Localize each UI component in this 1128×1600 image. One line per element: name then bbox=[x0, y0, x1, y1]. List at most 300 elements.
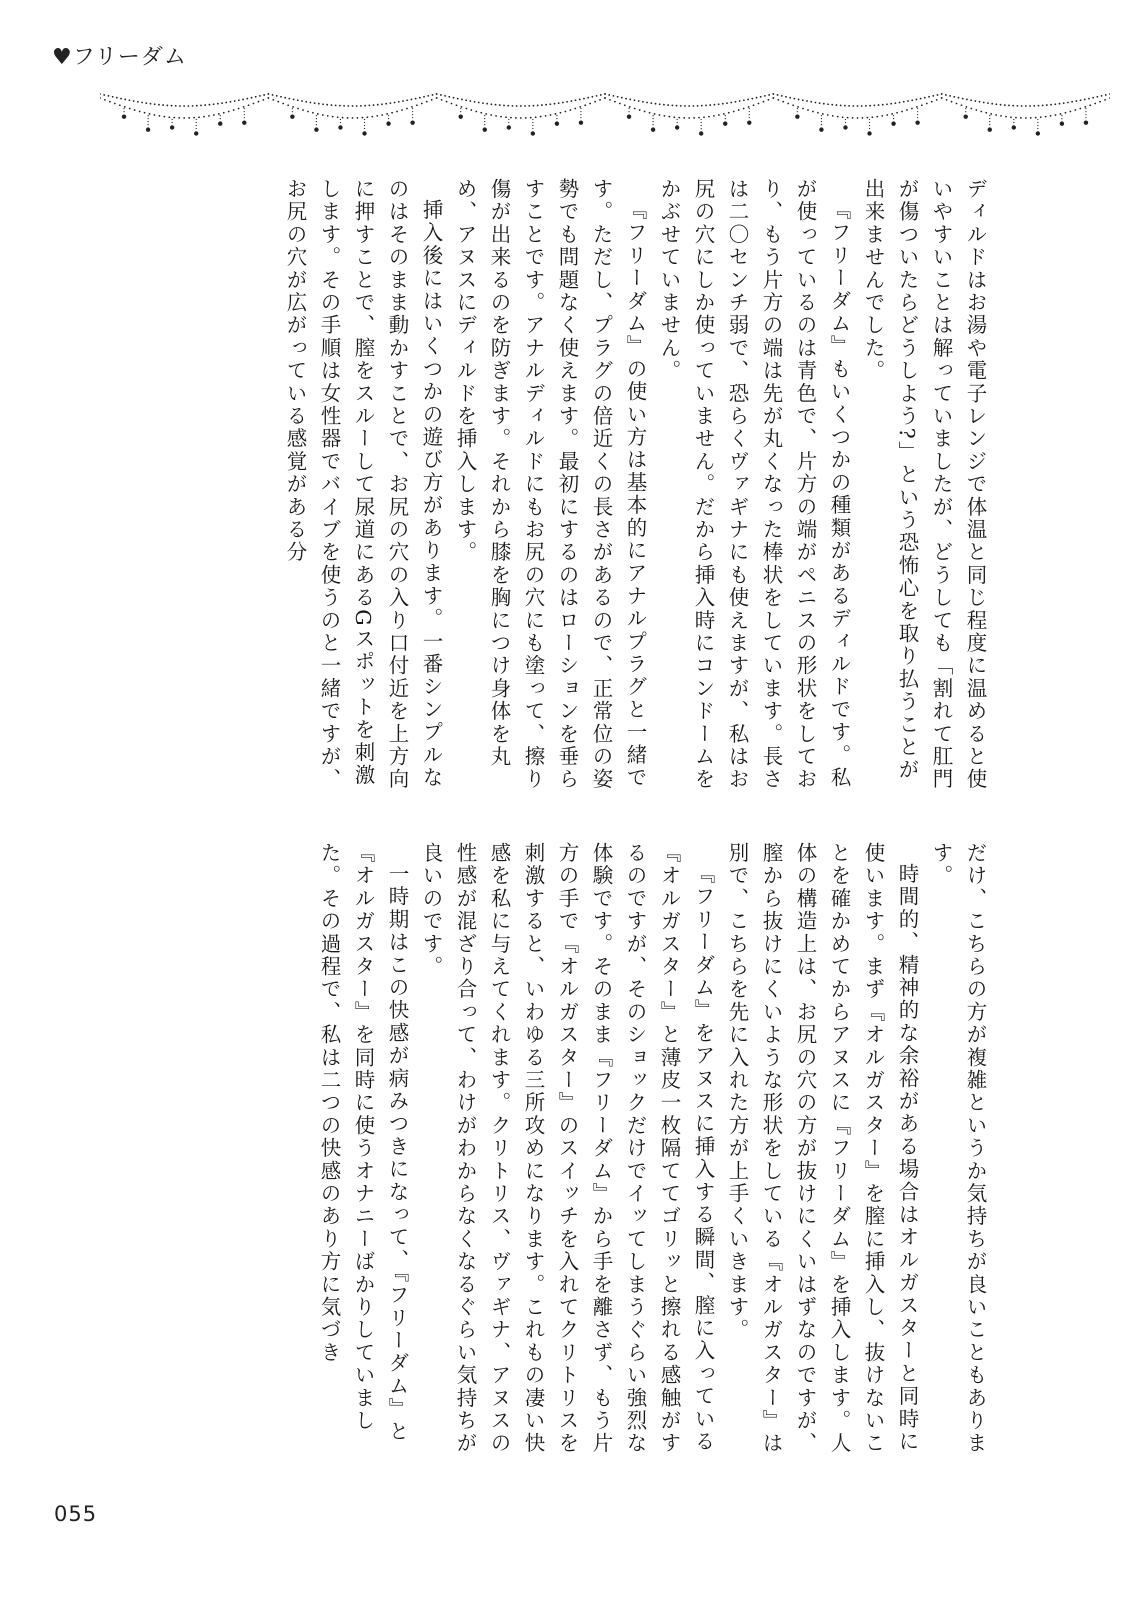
garland-dot bbox=[556, 118, 557, 119]
garland-dot bbox=[532, 119, 533, 120]
garland-dot bbox=[1012, 125, 1016, 129]
garland-dot bbox=[352, 117, 354, 119]
garland-dot bbox=[639, 109, 641, 111]
garland-dot bbox=[554, 103, 556, 105]
garland-dot bbox=[869, 122, 870, 123]
garland-dot bbox=[1061, 118, 1062, 119]
garland-dot bbox=[733, 111, 735, 113]
garland-dot bbox=[1013, 119, 1014, 120]
garland-dot bbox=[141, 102, 143, 104]
garland-dot bbox=[340, 122, 341, 123]
garland-dot bbox=[444, 95, 446, 97]
garland-dot bbox=[1060, 113, 1062, 115]
garland-dot bbox=[772, 93, 774, 95]
garland-dot bbox=[251, 97, 253, 99]
garland-dot bbox=[1037, 128, 1038, 129]
garland-dot bbox=[532, 125, 533, 126]
garland-dot bbox=[1104, 99, 1106, 101]
garland-dot bbox=[652, 118, 653, 119]
garland-dot bbox=[178, 117, 180, 119]
garland-dot bbox=[340, 119, 341, 120]
garland-dot bbox=[173, 117, 175, 119]
garland-dot bbox=[347, 105, 349, 107]
garland-dot bbox=[376, 115, 378, 117]
garland-dot bbox=[474, 101, 476, 103]
garland-dot bbox=[459, 114, 463, 118]
garland-dot bbox=[1000, 115, 1002, 117]
garland-dot bbox=[991, 103, 993, 105]
garland-dot bbox=[1080, 99, 1082, 101]
garland-dot bbox=[168, 116, 170, 118]
garland-dot bbox=[500, 116, 502, 118]
garland-dot bbox=[244, 117, 245, 118]
garland-dot bbox=[154, 114, 156, 116]
garland-dot bbox=[797, 108, 798, 109]
garland-dot bbox=[411, 99, 413, 101]
garland-dot bbox=[664, 115, 666, 117]
garland-dot bbox=[587, 97, 589, 99]
garland-dot bbox=[220, 115, 221, 116]
garland-dot bbox=[949, 95, 951, 97]
garland-dot bbox=[484, 118, 485, 119]
garland-dot bbox=[792, 104, 794, 106]
garland-dot bbox=[1000, 104, 1002, 106]
garland-dot bbox=[988, 127, 992, 131]
garland-dot bbox=[243, 106, 245, 108]
garland-dot bbox=[314, 127, 318, 131]
garland-dot bbox=[1030, 117, 1032, 119]
garland-dot bbox=[196, 105, 198, 107]
garland-dot bbox=[149, 113, 151, 115]
garland-dot bbox=[599, 99, 601, 101]
garland-dot bbox=[958, 97, 960, 99]
paragraph: 『フリーダム』もいくつかの種類があるディルドです。私が使っているのは青色で、片方の端がペニスの形状をしており、もう片方の端は先が丸くなった棒状をしています。長さは二〇センチ弱で、恐らくヴァギナにも使えますが、私はお尻の穴にしか使っていません。だから挿入時にコンドームをかぶせていません。 bbox=[657, 178, 851, 791]
garland-dot bbox=[457, 98, 459, 100]
garland-dot bbox=[911, 108, 913, 110]
garland-dot bbox=[1084, 99, 1086, 101]
garland-dot bbox=[613, 95, 615, 97]
garland-dot bbox=[819, 127, 823, 131]
garland-dot bbox=[753, 104, 755, 106]
garland-dot bbox=[326, 104, 328, 106]
garland-dot bbox=[507, 105, 509, 107]
paragraph: 『フリーダム』をアヌスに挿入する瞬間、膣に入っている『オルガスター』と薄皮一枚隔ててゴリッと擦れる感触がするのですが、そのショックだけでイッてしまうぐらい強烈な体験です。そのまま『フリーダム』から手を離さず、もう片方の手で『オルガスター』のスイッチを入れてクリトリスを刺激すると、いわゆる三所攻めになります。これもの凄い快感を私に与えてくれます。クリトリス、ヴァギナ、アヌスの性感が混ざり合って、わけがわからなくなるぐらい気持ちが良いのです。 bbox=[419, 842, 715, 1455]
garland-dot bbox=[709, 104, 711, 106]
garland-dot bbox=[857, 105, 859, 107]
garland-dot bbox=[233, 109, 235, 111]
garland-dot bbox=[532, 128, 533, 129]
garland-dot bbox=[421, 103, 423, 105]
garland-dot bbox=[926, 103, 928, 105]
garland-dot bbox=[793, 98, 795, 100]
garland-dot bbox=[966, 99, 968, 101]
garland-dot bbox=[172, 119, 173, 120]
garland-dot bbox=[1101, 95, 1103, 97]
garland-dot bbox=[920, 98, 922, 100]
garland-dot bbox=[979, 101, 981, 103]
garland-dot bbox=[267, 93, 269, 95]
garland-dot bbox=[1092, 97, 1094, 99]
paragraph: ディルドはお湯や電子レンジで体温と同じ程度に温めると使いやすいことは解っていましたが、どうしても「割れて肛門が傷ついたらどうしよう?」という恐怖心を取り払うことが出来ませんでした。 bbox=[861, 178, 987, 791]
garland-dot bbox=[1029, 105, 1031, 107]
garland-dot bbox=[822, 113, 824, 115]
garland-dot bbox=[617, 96, 619, 98]
garland-dot bbox=[228, 111, 230, 113]
garland-dot bbox=[652, 121, 653, 122]
garland-dot bbox=[995, 103, 997, 105]
garland-dot bbox=[525, 117, 527, 119]
garland-dot bbox=[290, 114, 294, 118]
garland-dot bbox=[743, 108, 745, 110]
garland-dot bbox=[1109, 97, 1110, 99]
garland-dot bbox=[580, 117, 581, 118]
garland-dot bbox=[785, 96, 787, 98]
garland-dot bbox=[134, 109, 136, 111]
garland-dot bbox=[1035, 117, 1037, 119]
garland-dot bbox=[823, 103, 825, 105]
garland-dot bbox=[699, 131, 703, 135]
garland-dot bbox=[638, 100, 640, 102]
garland-dot bbox=[537, 105, 539, 107]
garland-dot bbox=[244, 111, 245, 112]
garland-dot bbox=[451, 103, 453, 105]
garland-dot bbox=[453, 97, 455, 99]
garland-dot bbox=[848, 105, 850, 107]
garland-dot bbox=[1060, 121, 1064, 125]
garland-dot bbox=[596, 95, 598, 97]
chapter-title: フリーダム bbox=[72, 45, 187, 70]
garland-dot bbox=[837, 116, 839, 118]
garland-dot bbox=[478, 102, 480, 104]
garland-dot bbox=[1085, 117, 1086, 118]
garland-dot bbox=[896, 112, 898, 114]
garland-dot bbox=[862, 117, 864, 119]
garland-dot bbox=[314, 102, 316, 104]
garland-dot bbox=[147, 118, 148, 119]
garland-dot bbox=[484, 121, 485, 122]
garland-dot bbox=[194, 131, 198, 135]
garland-dot bbox=[1038, 105, 1040, 107]
garland-dot bbox=[625, 98, 627, 100]
garland-dot bbox=[238, 99, 240, 101]
garland-dot bbox=[1065, 112, 1067, 114]
garland-dot bbox=[975, 109, 977, 111]
garland-dot bbox=[317, 113, 319, 115]
garland-dot bbox=[188, 117, 190, 119]
garland-dot bbox=[1055, 114, 1057, 116]
garland-dot bbox=[894, 102, 896, 104]
garland-dot bbox=[1069, 111, 1071, 113]
upper-text-block bbox=[112, 178, 992, 798]
garland-dot bbox=[1042, 105, 1044, 107]
garland-dot bbox=[869, 128, 870, 129]
garland-dot bbox=[484, 124, 485, 125]
garland-dot bbox=[580, 111, 581, 112]
garland-dot bbox=[482, 102, 484, 104]
garland-dot bbox=[147, 121, 148, 122]
garland-dot bbox=[646, 102, 648, 104]
garland-dot bbox=[183, 105, 185, 107]
garland-dot bbox=[962, 98, 964, 100]
garland-dot bbox=[192, 105, 194, 107]
garland-dot bbox=[364, 122, 365, 123]
garland-dot bbox=[928, 96, 930, 98]
garland-dot bbox=[1085, 108, 1086, 109]
garland-dot bbox=[693, 117, 695, 119]
paragraph: だけ、こちらの方が複雑というか気持ちが良いこともあります。 bbox=[929, 842, 987, 1455]
garland-dot bbox=[821, 118, 822, 119]
garland-dot bbox=[515, 117, 517, 119]
garland-dot bbox=[649, 112, 651, 114]
garland-dot bbox=[516, 105, 518, 107]
garland-dot bbox=[234, 100, 236, 102]
garland-dot bbox=[1037, 125, 1038, 126]
garland-dot bbox=[431, 99, 433, 101]
garland-dot bbox=[1008, 105, 1010, 107]
garland-dot bbox=[162, 104, 164, 106]
garland-dot bbox=[436, 97, 438, 99]
garland-dot bbox=[782, 101, 784, 103]
garland-dot bbox=[432, 94, 434, 96]
garland-dot bbox=[426, 101, 428, 103]
garland-dot bbox=[1045, 116, 1047, 118]
garland-dot bbox=[749, 114, 750, 115]
garland-dot bbox=[764, 95, 766, 97]
garland-dot bbox=[560, 112, 562, 114]
garland-dot bbox=[627, 114, 631, 118]
garland-dot bbox=[483, 127, 487, 131]
garland-dot bbox=[549, 103, 551, 105]
garland-dot bbox=[1084, 120, 1088, 124]
garland-dot bbox=[1074, 109, 1076, 111]
garland-dot bbox=[556, 115, 557, 116]
garland-dot bbox=[738, 109, 740, 111]
garland-dot bbox=[133, 100, 135, 102]
garland-dot bbox=[970, 99, 972, 101]
garland-dot bbox=[990, 113, 992, 115]
garland-dot bbox=[844, 105, 846, 107]
garland-dot bbox=[530, 117, 532, 119]
garland-dot bbox=[508, 122, 509, 123]
garland-dot bbox=[650, 102, 652, 104]
garland-dot bbox=[871, 116, 873, 118]
garland-dot bbox=[316, 124, 317, 125]
garland-dot bbox=[154, 103, 156, 105]
garland-dot bbox=[817, 112, 819, 114]
garland-dot bbox=[1109, 93, 1110, 95]
garland-dot bbox=[316, 118, 317, 119]
garland-dot bbox=[119, 104, 121, 106]
garland-dot bbox=[893, 115, 894, 116]
garland-dot bbox=[144, 112, 146, 114]
garland-dot bbox=[322, 114, 324, 116]
garland-dot bbox=[147, 115, 148, 116]
garland-dot bbox=[389, 102, 391, 104]
garland-dot bbox=[873, 105, 875, 107]
garland-dot bbox=[652, 115, 653, 116]
garland-dot bbox=[123, 111, 124, 112]
garland-dot bbox=[579, 106, 581, 108]
garland-dot bbox=[172, 122, 173, 123]
garland-dot bbox=[945, 94, 947, 96]
garland-dot bbox=[697, 105, 699, 107]
garland-dot bbox=[842, 116, 844, 118]
garland-dot bbox=[688, 117, 690, 119]
garland-dot bbox=[356, 105, 358, 107]
garland-dot bbox=[505, 116, 507, 118]
garland-dot bbox=[659, 103, 661, 105]
garland-dot bbox=[570, 100, 572, 102]
garland-dot bbox=[116, 97, 118, 99]
garland-dot bbox=[903, 101, 905, 103]
garland-dot bbox=[461, 99, 463, 101]
garland-dot bbox=[213, 103, 215, 105]
garland-dot bbox=[936, 99, 938, 101]
garland-dot bbox=[108, 95, 110, 97]
garland-dot bbox=[555, 121, 559, 125]
garland-dot bbox=[1037, 119, 1038, 120]
garland-dot bbox=[398, 101, 400, 103]
garland-dot bbox=[198, 116, 200, 118]
garland-dot bbox=[555, 113, 557, 115]
garland-dot bbox=[683, 117, 685, 119]
garland-dot bbox=[267, 97, 269, 99]
garland-dot bbox=[580, 108, 581, 109]
garland-dot bbox=[411, 106, 413, 108]
garland-dot bbox=[886, 103, 888, 105]
garland-dot bbox=[718, 114, 720, 116]
garland-dot bbox=[924, 97, 926, 99]
garland-dot bbox=[1054, 103, 1056, 105]
garland-dot bbox=[876, 116, 878, 118]
garland-dot bbox=[531, 131, 535, 135]
garland-dot bbox=[1079, 108, 1081, 110]
garland-dot bbox=[147, 124, 148, 125]
garland-dot bbox=[831, 104, 833, 106]
garland-dot bbox=[364, 125, 365, 126]
garland-dot bbox=[751, 98, 753, 100]
garland-dot bbox=[332, 116, 334, 118]
garland-dot bbox=[810, 101, 812, 103]
garland-dot bbox=[465, 108, 467, 110]
garland-dot bbox=[123, 108, 124, 109]
garland-dot bbox=[747, 99, 749, 101]
garland-dot bbox=[100, 97, 101, 99]
garland-dot bbox=[655, 103, 657, 105]
garland-dot bbox=[1033, 105, 1035, 107]
garland-dot bbox=[124, 106, 126, 108]
garland-dot bbox=[381, 103, 383, 105]
garland-dot bbox=[301, 100, 303, 102]
garland-dot bbox=[244, 114, 245, 115]
garland-dot bbox=[1094, 103, 1096, 105]
garland-dot bbox=[953, 96, 955, 98]
garland-dot bbox=[495, 115, 497, 117]
garland-dot bbox=[869, 119, 870, 120]
garland-dot bbox=[292, 108, 293, 109]
garland-dot bbox=[723, 121, 727, 125]
garland-dot bbox=[899, 102, 901, 104]
garland-dot bbox=[120, 98, 122, 100]
garland-dot bbox=[238, 108, 240, 110]
garland-dot bbox=[292, 106, 294, 108]
garland-dot bbox=[821, 121, 822, 122]
garland-dot bbox=[248, 104, 250, 106]
garland-dot bbox=[485, 113, 487, 115]
garland-dot bbox=[342, 117, 344, 119]
garland-dot bbox=[917, 111, 918, 112]
garland-dot bbox=[114, 103, 116, 105]
garland-dot bbox=[966, 106, 968, 108]
garland-dot bbox=[634, 99, 636, 101]
garland-dot bbox=[1025, 117, 1027, 119]
garland-dot bbox=[419, 97, 421, 99]
garland-dot bbox=[723, 113, 725, 115]
garland-dot bbox=[343, 105, 345, 107]
garland-dot bbox=[760, 96, 762, 98]
garland-dot bbox=[146, 127, 150, 131]
garland-dot bbox=[797, 106, 799, 108]
garland-dot bbox=[807, 109, 809, 111]
garland-dot bbox=[244, 108, 245, 109]
garland-dot bbox=[357, 117, 359, 119]
garland-dot bbox=[412, 114, 413, 115]
garland-dot bbox=[965, 111, 966, 112]
garland-dot bbox=[362, 131, 366, 135]
garland-dot bbox=[604, 97, 606, 99]
garland-dot bbox=[748, 106, 750, 108]
garland-dot bbox=[1020, 117, 1022, 119]
garland-dot bbox=[545, 104, 547, 106]
garland-dot bbox=[288, 98, 290, 100]
garland-dot bbox=[1050, 104, 1052, 106]
garland-dot bbox=[692, 105, 694, 107]
garland-dot bbox=[608, 94, 610, 96]
garland-dot bbox=[1085, 111, 1086, 112]
garland-dot bbox=[272, 94, 274, 96]
garland-dot bbox=[725, 115, 726, 116]
garland-dot bbox=[179, 105, 181, 107]
garland-dot bbox=[510, 117, 512, 119]
garland-dot bbox=[787, 103, 789, 105]
garland-dot bbox=[196, 119, 197, 120]
garland-dot bbox=[1075, 100, 1077, 102]
garland-dot bbox=[490, 103, 492, 105]
garland-dot bbox=[490, 114, 492, 116]
garland-dot bbox=[1036, 131, 1040, 135]
garland-dot bbox=[654, 113, 656, 115]
garland-dot bbox=[836, 104, 838, 106]
garland-dot bbox=[768, 94, 770, 96]
garland-dot bbox=[583, 98, 585, 100]
garland-dot bbox=[558, 102, 560, 104]
garland-dot bbox=[579, 120, 583, 124]
garland-dot bbox=[867, 131, 871, 135]
garland-dot bbox=[150, 103, 152, 105]
garland-dot bbox=[533, 105, 535, 107]
garland-dot bbox=[373, 104, 375, 106]
garland-dot bbox=[743, 99, 745, 101]
garland-dot bbox=[634, 108, 636, 110]
garland-dot bbox=[701, 128, 702, 129]
garland-dot bbox=[159, 115, 161, 117]
garland-dot bbox=[461, 106, 463, 108]
garland-dot bbox=[931, 101, 933, 103]
garland-dot bbox=[1061, 115, 1062, 116]
garland-dot bbox=[528, 105, 530, 107]
garland-dot bbox=[579, 99, 581, 101]
garland-dot bbox=[916, 106, 918, 108]
